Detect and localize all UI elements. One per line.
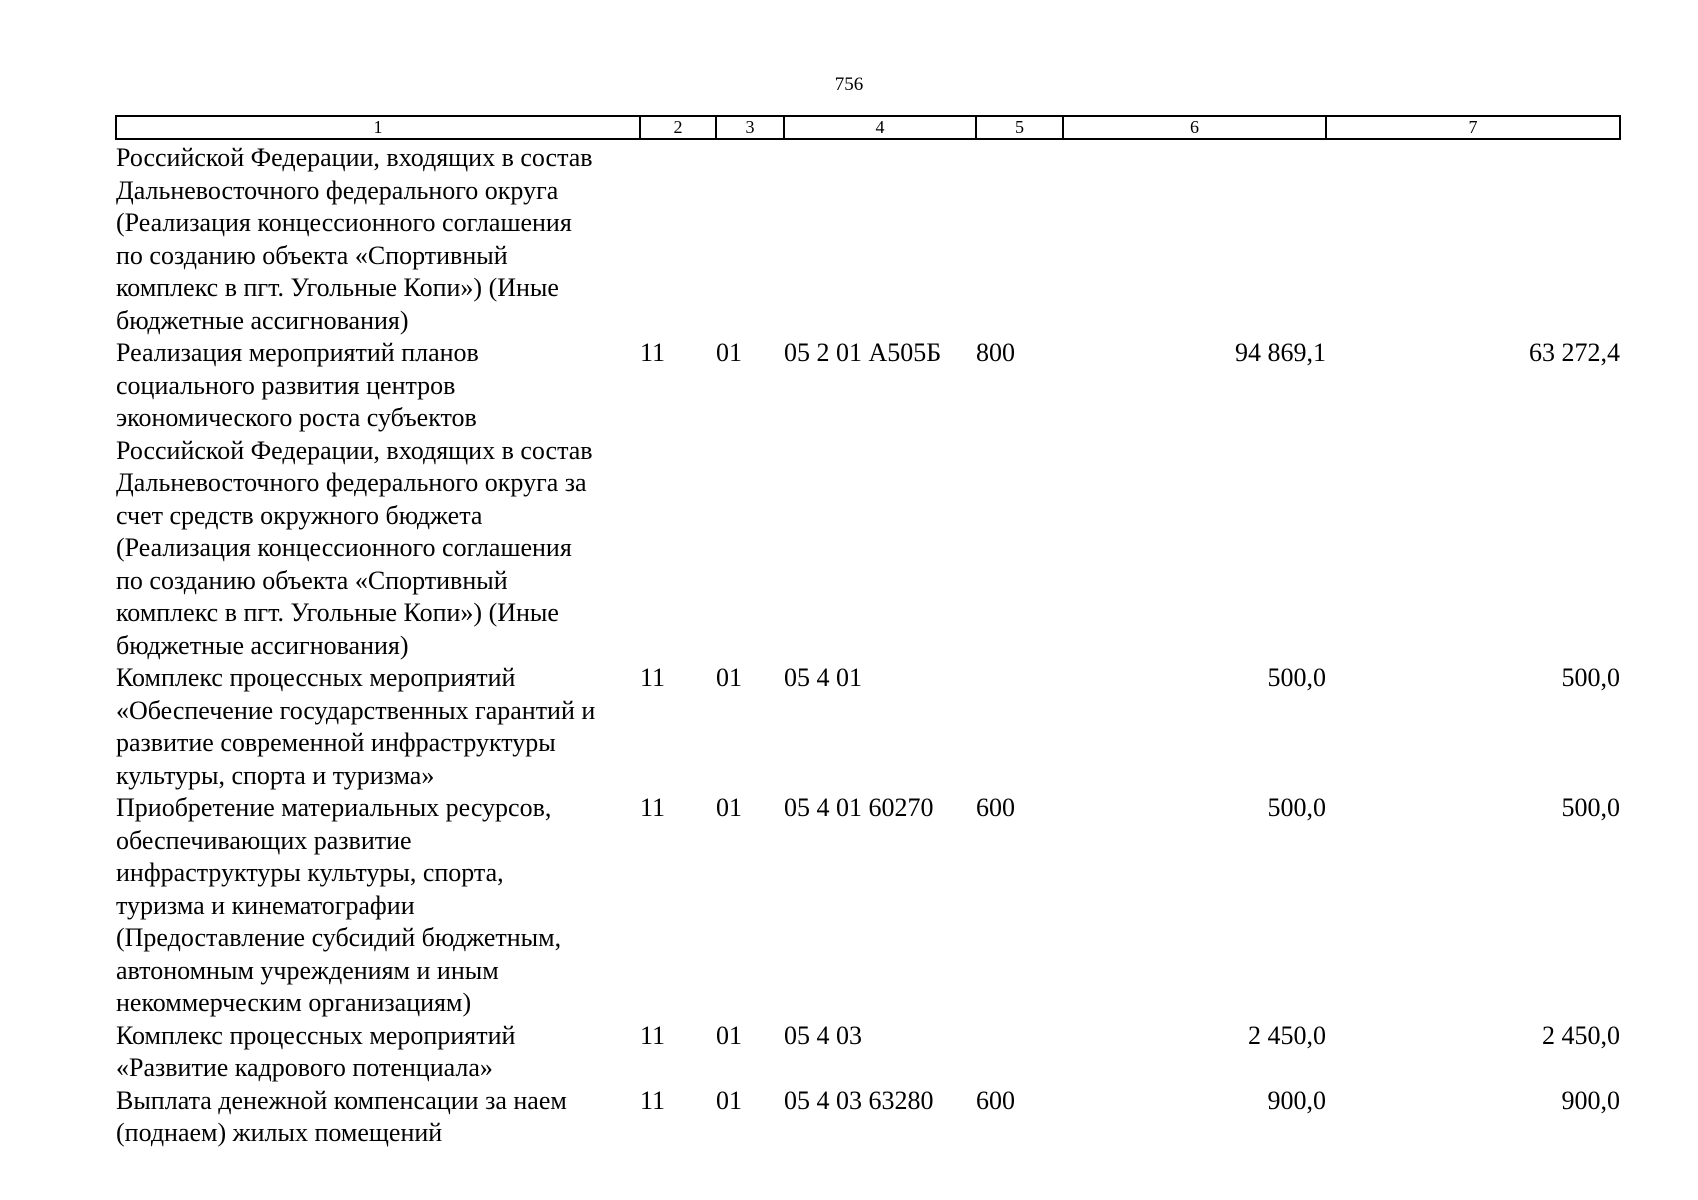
row-name-line: по созданию объекта «Спортивный xyxy=(116,565,508,595)
row-name-line: Российской Федерации, входящих в состав xyxy=(116,143,593,172)
table-row xyxy=(116,337,1620,662)
expense-type-cell: 800 xyxy=(976,338,1015,367)
target-article-cell xyxy=(784,139,976,337)
row-name-line: Комплекс процессных мероприятий xyxy=(116,663,516,692)
row-name-line: Дальневосточного федерального округа xyxy=(116,175,559,205)
header-cell-6: 6 xyxy=(1063,116,1326,139)
row-name-cell xyxy=(116,662,640,792)
row-name-line: туризма и кинематографии xyxy=(116,890,415,920)
row-name-line: «Обеспечение государственных гарантий и xyxy=(116,695,596,725)
amount-year1-cell: 500,0 xyxy=(1267,793,1326,822)
header-cell-7: 7 xyxy=(1326,116,1620,139)
row-name-line: инфраструктуры культуры, спорта, xyxy=(116,858,504,887)
amount-year1-cell: 500,0 xyxy=(1267,663,1326,692)
subsection-code-cell xyxy=(716,139,784,337)
section-code-cell xyxy=(640,139,716,337)
row-name-line: Дальневосточного федерального округа за xyxy=(116,468,587,497)
row-name-line: (Реализация концессионного соглашения xyxy=(116,533,572,562)
budget-table xyxy=(115,115,1621,1150)
header-cell-1: 1 xyxy=(116,116,640,139)
amount-year1-cell: 900,0 xyxy=(1267,1085,1326,1115)
row-name-line: (Предоставление субсидий бюджетным, xyxy=(116,923,562,952)
section-code-cell: 11 xyxy=(640,1020,666,1050)
target-article-cell: 05 4 03 xyxy=(784,1020,862,1050)
subsection-code-cell: 01 xyxy=(716,793,742,822)
expense-type-cell xyxy=(976,1020,1063,1085)
expense-type-cell: 600 xyxy=(976,1085,1015,1115)
subsection-code-cell: 01 xyxy=(716,1085,742,1115)
row-name-cell xyxy=(116,337,640,662)
target-article-cell: 05 2 01 А505Б xyxy=(784,338,942,367)
row-name-cell xyxy=(116,139,640,337)
table-row xyxy=(116,1020,1620,1085)
header-cell-5: 5 xyxy=(976,116,1063,139)
expense-type-cell: 600 xyxy=(976,793,1015,822)
section-code-cell: 11 xyxy=(640,338,666,367)
amount-year2-cell: 900,0 xyxy=(1561,1085,1620,1115)
row-name-line: комплекс в пгт. Угольные Копи») (Иные xyxy=(116,598,559,627)
header-cell-3: 3 xyxy=(716,116,784,139)
row-name-line: обеспечивающих развитие xyxy=(116,825,412,855)
subsection-code-cell: 01 xyxy=(716,663,742,692)
amount-year2-cell xyxy=(1326,139,1620,337)
row-name-line: социального развития центров xyxy=(116,370,456,400)
amount-year2-cell: 500,0 xyxy=(1561,793,1620,822)
table-row xyxy=(116,1085,1620,1150)
row-name-cell xyxy=(116,792,640,1020)
expense-type-cell xyxy=(976,662,1063,792)
table-row xyxy=(116,139,1620,337)
row-name-line: (поднаем) жилых помещений xyxy=(116,1118,443,1147)
row-name-line: Приобретение материальных ресурсов, xyxy=(116,793,552,822)
header-cell-4: 4 xyxy=(784,116,976,139)
row-name-line: «Развитие кадрового потенциала» xyxy=(116,1053,493,1082)
amount-year1-cell: 94 869,1 xyxy=(1235,338,1326,367)
row-name-line: бюджетные ассигнования) xyxy=(116,630,409,660)
row-name-line: культуры, спорта и туризма» xyxy=(116,760,435,790)
section-code-cell: 11 xyxy=(640,663,666,692)
row-name-line: некоммерческим организациям) xyxy=(116,988,472,1017)
row-name-line: Комплекс процессных мероприятий xyxy=(116,1020,516,1050)
subsection-code-cell: 01 xyxy=(716,338,742,367)
row-name-line: счет средств окружного бюджета xyxy=(116,500,483,530)
subsection-code-cell: 01 xyxy=(716,1020,742,1050)
amount-year2-cell: 2 450,0 xyxy=(1542,1020,1620,1050)
row-name-line: Реализация мероприятий планов xyxy=(116,338,479,367)
target-article-cell: 05 4 01 60270 xyxy=(784,793,934,822)
row-name-cell xyxy=(116,1020,640,1085)
amount-year2-cell: 500,0 xyxy=(1561,663,1620,692)
page-number: 756 xyxy=(834,74,864,95)
section-code-cell: 11 xyxy=(640,793,666,822)
row-name-cell xyxy=(116,1085,640,1150)
amount-year1-cell xyxy=(1063,139,1326,337)
row-name-line: автономным учреждениям и иным xyxy=(116,955,499,985)
header-cell-2: 2 xyxy=(640,116,716,139)
section-code-cell: 11 xyxy=(640,1085,666,1115)
table-row xyxy=(116,662,1620,792)
row-name-line: комплекс в пгт. Угольные Копи») (Иные xyxy=(116,273,559,302)
expense-type-cell xyxy=(976,139,1063,337)
row-name-line: Российской Федерации, входящих в состав xyxy=(116,435,593,465)
amount-year1-cell: 2 450,0 xyxy=(1248,1020,1326,1050)
row-name-line: (Реализация концессионного соглашения xyxy=(116,208,572,237)
target-article-cell: 05 4 01 xyxy=(784,663,862,692)
table-row xyxy=(116,792,1620,1020)
row-name-line: экономического роста субъектов xyxy=(116,403,477,432)
row-name-line: Выплата денежной компенсации за наем xyxy=(116,1085,567,1115)
target-article-cell: 05 4 03 63280 xyxy=(784,1085,934,1115)
header-row xyxy=(116,116,1620,139)
row-name-line: по созданию объекта «Спортивный xyxy=(116,240,508,270)
amount-year2-cell: 63 272,4 xyxy=(1529,338,1620,367)
table-body xyxy=(116,139,1620,1150)
row-name-line: бюджетные ассигнования) xyxy=(116,305,409,335)
row-name-line: развитие современной инфраструктуры xyxy=(116,728,556,757)
